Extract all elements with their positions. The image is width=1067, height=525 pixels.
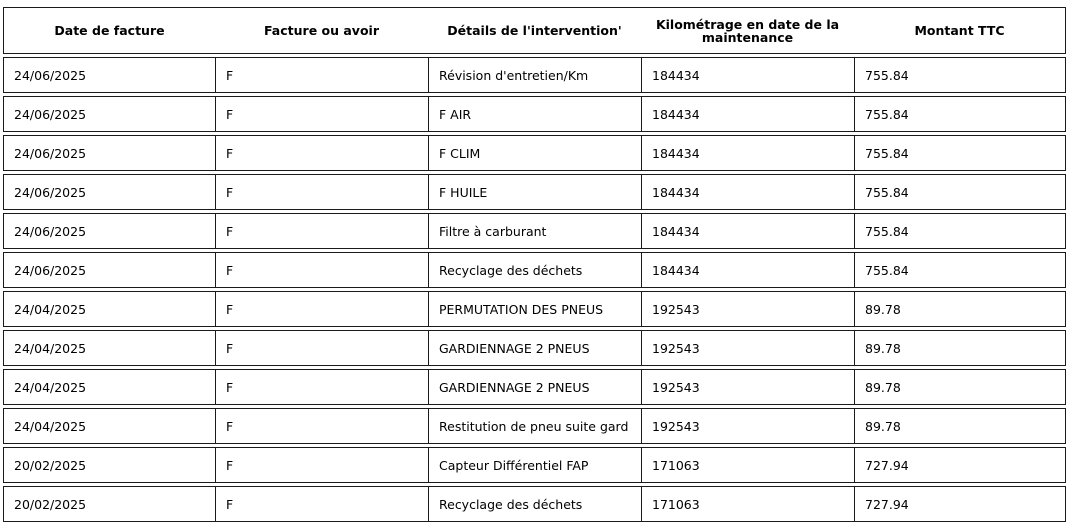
cell-date-de-facture: 24/06/2025 — [3, 213, 215, 249]
cell-kilometrage: 184434 — [641, 174, 854, 210]
cell-facture-ou-avoir: F — [215, 447, 428, 483]
cell-details-intervention: Filtre à carburant — [428, 213, 641, 249]
cell-facture-ou-avoir: F — [215, 96, 428, 132]
table-row — [3, 96, 1066, 132]
cell-kilometrage: 184434 — [641, 213, 854, 249]
cell-montant-ttc: 755.84 — [854, 213, 1066, 249]
cell-kilometrage: 184434 — [641, 96, 854, 132]
cell-details-intervention: Restitution de pneu suite gard — [428, 408, 641, 444]
cell-kilometrage: 192543 — [641, 291, 854, 327]
cell-montant-ttc: 89.78 — [854, 408, 1066, 444]
cell-montant-ttc: 89.78 — [854, 330, 1066, 366]
cell-details-intervention: Recyclage des déchets — [428, 486, 641, 522]
cell-date-de-facture: 24/06/2025 — [3, 174, 215, 210]
cell-facture-ou-avoir: F — [215, 369, 428, 405]
cell-facture-ou-avoir: F — [215, 291, 428, 327]
cell-kilometrage: 184434 — [641, 135, 854, 171]
cell-montant-ttc: 755.84 — [854, 252, 1066, 288]
cell-facture-ou-avoir: F — [215, 135, 428, 171]
cell-montant-ttc: 755.84 — [854, 174, 1066, 210]
cell-date-de-facture: 24/04/2025 — [3, 408, 215, 444]
cell-date-de-facture: 24/06/2025 — [3, 96, 215, 132]
maintenance-history-table — [3, 4, 1066, 525]
cell-montant-ttc: 727.94 — [854, 486, 1066, 522]
cell-facture-ou-avoir: F — [215, 486, 428, 522]
cell-facture-ou-avoir: F — [215, 408, 428, 444]
cell-montant-ttc: 727.94 — [854, 447, 1066, 483]
cell-kilometrage: 192543 — [641, 369, 854, 405]
table-row — [3, 174, 1066, 210]
cell-details-intervention: GARDIENNAGE 2 PNEUS — [428, 369, 641, 405]
cell-details-intervention: Révision d'entretien/Km — [428, 57, 641, 93]
cell-montant-ttc: 755.84 — [854, 57, 1066, 93]
cell-kilometrage: 184434 — [641, 252, 854, 288]
cell-kilometrage: 184434 — [641, 57, 854, 93]
cell-kilometrage: 192543 — [641, 330, 854, 366]
cell-details-intervention: F CLIM — [428, 135, 641, 171]
table-row — [3, 57, 1066, 93]
header-kilometrage: Kilométrage en date de la maintenance — [641, 7, 854, 54]
cell-kilometrage: 192543 — [641, 408, 854, 444]
cell-date-de-facture: 24/04/2025 — [3, 330, 215, 366]
maintenance-table-container — [3, 7, 1066, 525]
table-row — [3, 486, 1066, 522]
table-row — [3, 447, 1066, 483]
table-row — [3, 291, 1066, 327]
cell-kilometrage: 171063 — [641, 486, 854, 522]
cell-date-de-facture: 24/06/2025 — [3, 135, 215, 171]
header-details-intervention: Détails de l'intervention' — [428, 7, 641, 54]
cell-details-intervention: GARDIENNAGE 2 PNEUS — [428, 330, 641, 366]
cell-date-de-facture: 24/06/2025 — [3, 252, 215, 288]
cell-montant-ttc: 755.84 — [854, 96, 1066, 132]
cell-details-intervention: PERMUTATION DES PNEUS — [428, 291, 641, 327]
cell-details-intervention: Capteur Différentiel FAP — [428, 447, 641, 483]
table-row — [3, 252, 1066, 288]
table-row — [3, 408, 1066, 444]
cell-facture-ou-avoir: F — [215, 174, 428, 210]
cell-facture-ou-avoir: F — [215, 330, 428, 366]
cell-facture-ou-avoir: F — [215, 213, 428, 249]
header-date-de-facture: Date de facture — [3, 7, 215, 54]
header-montant-ttc: Montant TTC — [854, 7, 1066, 54]
cell-details-intervention: Recyclage des déchets — [428, 252, 641, 288]
cell-date-de-facture: 20/02/2025 — [3, 447, 215, 483]
cell-date-de-facture: 24/06/2025 — [3, 57, 215, 93]
cell-details-intervention: F AIR — [428, 96, 641, 132]
table-row — [3, 135, 1066, 171]
header-facture-ou-avoir: Facture ou avoir — [215, 7, 428, 54]
table-row — [3, 369, 1066, 405]
table-row — [3, 213, 1066, 249]
cell-details-intervention: F HUILE — [428, 174, 641, 210]
cell-kilometrage: 171063 — [641, 447, 854, 483]
cell-date-de-facture: 20/02/2025 — [3, 486, 215, 522]
cell-montant-ttc: 755.84 — [854, 135, 1066, 171]
cell-date-de-facture: 24/04/2025 — [3, 369, 215, 405]
cell-facture-ou-avoir: F — [215, 252, 428, 288]
cell-montant-ttc: 89.78 — [854, 291, 1066, 327]
cell-montant-ttc: 89.78 — [854, 369, 1066, 405]
cell-date-de-facture: 24/04/2025 — [3, 291, 215, 327]
cell-facture-ou-avoir: F — [215, 57, 428, 93]
table-row — [3, 330, 1066, 366]
table-body — [3, 57, 1066, 522]
table-header-row — [3, 7, 1066, 54]
